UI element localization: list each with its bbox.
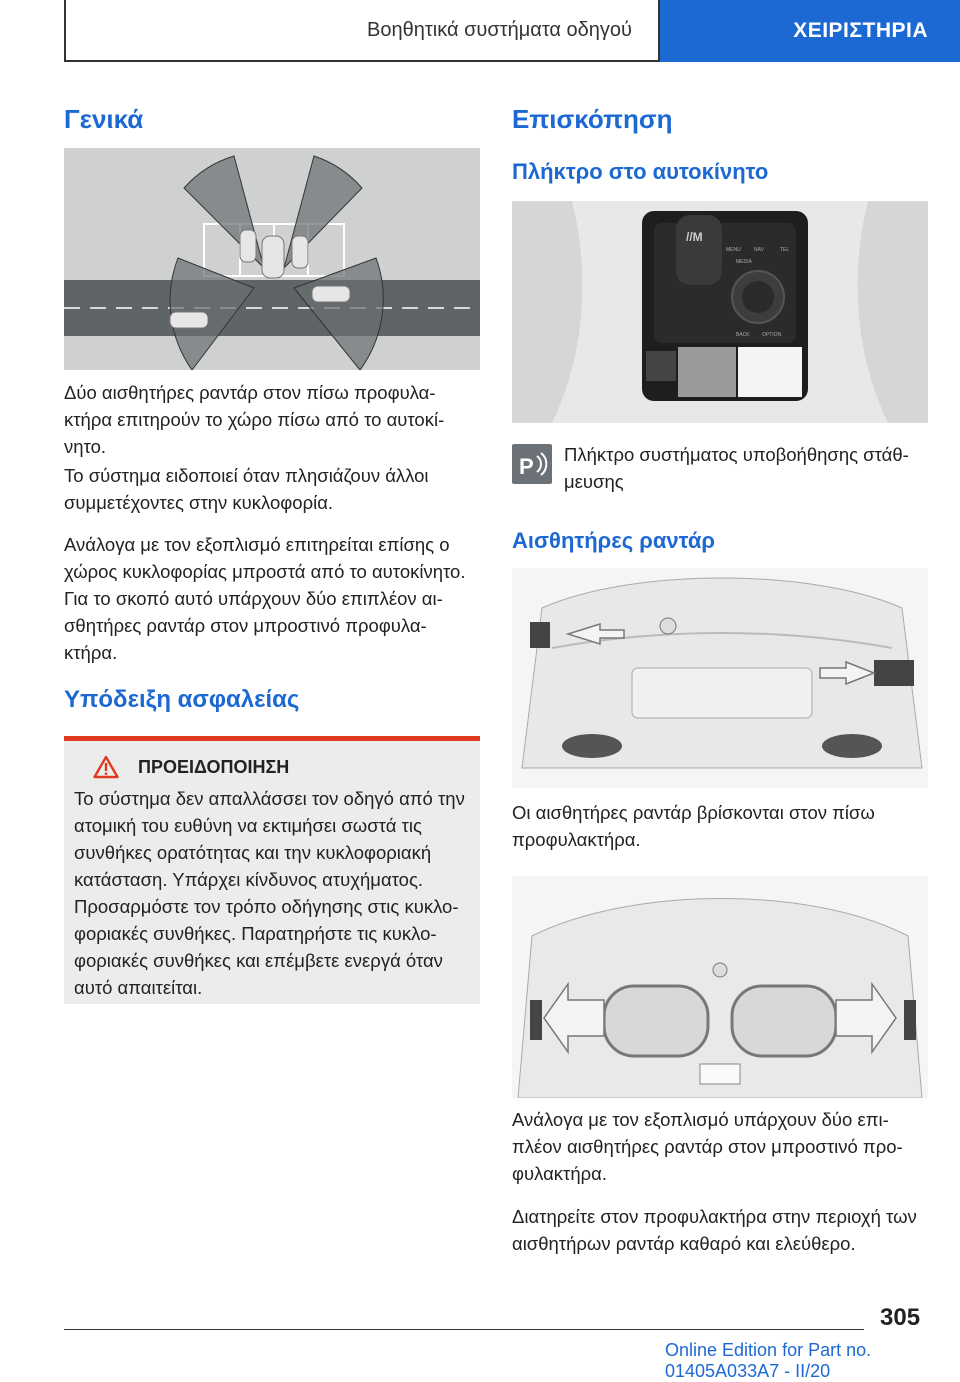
caption-parking-button: Πλήκτρο συστήματος υποβοήθησης στάθ‐ μευσης [564,444,909,492]
center-console-svg [512,201,928,423]
radar-zones-svg [64,148,480,370]
caption-front-sensors: Ανάλογα με τον εξοπλισμό υπάρχουν δύο επι‐ πλέον αισθητήρες ραντάρ στον μπροστινό προ‐ φυλακτήρα. [512,1109,903,1184]
caption-keep-clean: Διατηρείτε στον προφυλακτήρα στην περιοχή των αισθητήρων ραντάρ καθαρό και ελεύθερο. [512,1206,917,1254]
para-warns-others: Το σύστημα ειδοποιεί όταν πλησιάζουν άλλοι συμμετέχοντες στην κυκλοφορία. [64,465,429,513]
svg-text:P: P [519,454,534,479]
console-label-option: OPTION [762,332,782,338]
chapter-title: ΧΕΙΡΙΣΤΗΡΙΑ [793,19,928,42]
console-label-back: BACK [736,332,750,338]
illustration-front-bumper-sensors [512,876,928,1098]
front-bumper-svg [512,876,928,1098]
warning-triangle-icon [93,755,119,784]
heading-button-in-car: Πλήκτρο στο αυτοκίνητο [512,159,769,184]
console-label-media: MEDIA [736,259,752,265]
illustration-rear-bumper-sensors [512,568,928,788]
heading-radar-sensors: Αισθητήρες ραντάρ [512,528,715,553]
console-label-menu: MENU [726,247,741,253]
console-label-tel: TEL [780,247,790,253]
heading-general: Γενικά [64,104,144,134]
page-number: 305 [880,1304,921,1331]
section-title: Βοηθητικά συστήματα οδηγού [367,18,632,41]
illustration-center-console [512,201,928,423]
header-section-title [64,0,660,62]
rear-bumper-svg [512,568,928,788]
svg-text://M: //M [686,230,703,244]
warning-box [64,736,480,1004]
para-front-sensors: Ανάλογα με τον εξοπλισμό επιτηρείται επίσης ο χώρος κυκλοφορίας μπροστά από το αυτοκίνητο. Για το σκοπό αυτό υπάρχουν δύο επιπλέον αι‐ σθητήρες ραντάρ στον μπροστινό προφυλα‐ κτήρα. [64,534,466,663]
footer-divider [64,1329,864,1330]
header-chapter-tab [660,0,960,62]
console-label-nav: NAV [754,247,764,253]
heading-safety-note: Υπόδειξη ασφαλείας [64,686,300,713]
warning-text: Το σύστημα δεν απαλλάσσει τον οδηγό από την ατομική του ευθύνη να εκτιμήσει σωστά τις συνθήκες ορατότητας και την κυκλοφοριακή κατάσταση. Υπάρχει κίνδυνος ατυχήματος. Προσαρμόστε τον τρόπο οδήγησης στις κυκλο‐ φοριακές συνθήκες. Παρατηρήστε τις κυκλο‐ φοριακές συνθήκες και επέμβετε ενεργά όταν αυτό απαιτείται. [74,788,465,998]
caption-rear-sensors: Οι αισθητήρες ραντάρ βρίσκονται στον πίσω προφυλακτήρα. [512,802,875,850]
parking-assist-button-icon [512,444,552,484]
warning-title: ΠΡΟΕΙΔΟΠΟΙΗΣΗ [138,757,290,777]
illustration-radar-zones [64,148,480,370]
edition-note: Online Edition for Part no. 01405A033A7 - II/20 [665,1340,872,1381]
para-rear-sensors: Δύο αισθητήρες ραντάρ στον πίσω προφυλα‐ κτήρα επιτηρούν το χώρο πίσω από το αυτοκί‐ νητο. [64,382,445,457]
heading-overview: Επισκόπηση [512,104,673,134]
